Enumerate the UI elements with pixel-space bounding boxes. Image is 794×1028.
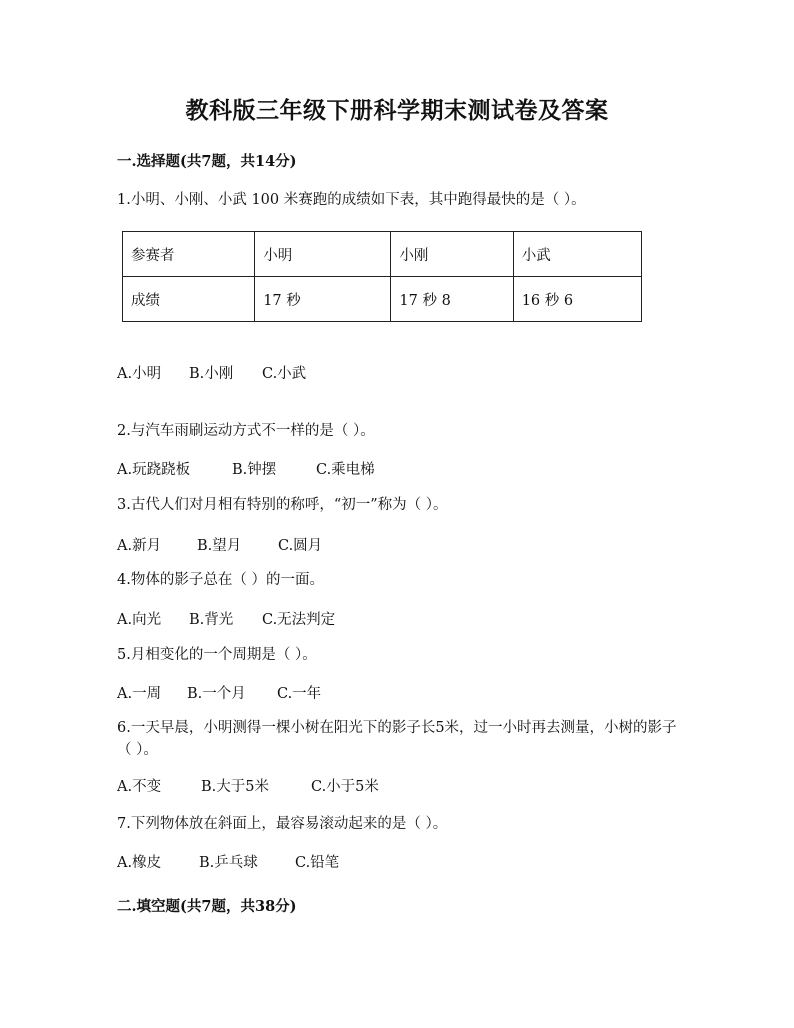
table-cell: 17 秒 8 [391,277,513,322]
option-c[interactable]: C.无法判定 [262,612,336,628]
option-a[interactable]: A.向光 [117,612,162,628]
question-7: 7.下列物体放在斜面上，最容易滚动起来的是（ ）。 [117,816,448,832]
option-a[interactable]: A.新月 [117,538,162,554]
option-c[interactable]: C.一年 [277,686,322,702]
question-4-options [117,608,335,629]
option-a[interactable]: A.橡皮 [117,855,162,871]
option-b[interactable]: B.乒乓球 [199,855,258,871]
question-1-options [117,362,306,383]
question-4: 4.物体的影子总在（ ）的一面。 [117,572,324,588]
option-c[interactable]: C.乘电梯 [316,462,375,478]
option-a[interactable]: A.一周 [117,686,162,702]
section-heading-choice: 一.选择题(共7题，共14分) [117,153,297,170]
option-b[interactable]: B.一个月 [187,686,246,702]
option-b[interactable]: B.小刚 [189,366,234,382]
option-c[interactable]: C.圆月 [278,538,323,554]
page-title: 教科版三年级下册科学期末测试卷及答案 [185,97,609,124]
option-b[interactable]: B.钟摆 [232,462,277,478]
option-b[interactable]: B.大于5米 [201,779,269,795]
option-a[interactable]: A.不变 [117,779,162,795]
table-cell: 成绩 [123,277,255,322]
question-6-options [117,775,379,796]
option-c[interactable]: C.小武 [262,366,307,382]
section-heading-fill: 二.填空题(共7题，共38分) [117,898,297,915]
option-c[interactable]: C.铅笔 [295,855,340,871]
question-6: 6.一天早晨，小明测得一棵小树在阳光下的影子长5米，过一小时再去测量，小树的影子（ ）。 [117,720,677,758]
table-row [123,232,642,277]
score-table [122,231,642,322]
question-7-options [117,851,339,872]
table-cell: 小明 [255,232,391,277]
table-cell: 16 秒 6 [513,277,641,322]
option-b[interactable]: B.背光 [189,612,234,628]
question-1: 1.小明、小刚、小武 100 米赛跑的成绩如下表，其中跑得最快的是（ ）。 [117,192,586,208]
question-2: 2.与汽车雨刷运动方式不一样的是（ ）。 [117,423,375,439]
table-cell: 小武 [513,232,641,277]
option-b[interactable]: B.望月 [197,538,242,554]
question-3-options [117,534,322,555]
table-cell: 17 秒 [255,277,391,322]
option-a[interactable]: A.小明 [117,366,162,382]
question-5: 5.月相变化的一个周期是（ ）。 [117,647,317,663]
table-cell: 小刚 [391,232,513,277]
table-cell: 参赛者 [123,232,255,277]
question-3: 3.古代人们对月相有特别的称呼，“初一”称为（ ）。 [117,497,448,513]
option-a[interactable]: A.玩跷跷板 [117,462,191,478]
option-c[interactable]: C.小于5米 [311,779,379,795]
table-row [123,277,642,322]
question-5-options [117,682,321,703]
question-2-options [117,458,375,479]
